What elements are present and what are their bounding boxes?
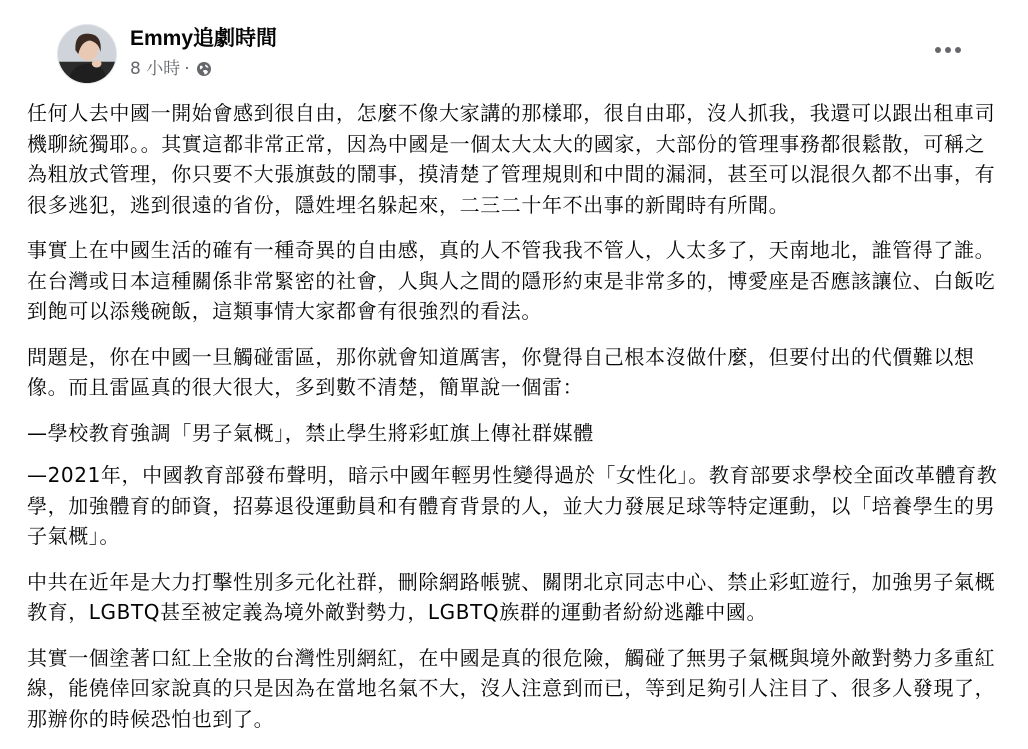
avatar[interactable] <box>57 24 117 84</box>
post-paragraph: 事實上在中國生活的確有一種奇異的自由感，真的人不管我我不管人，人太多了，天南地北，誰管得了誰。在台灣或日本這種關係非常緊密的社會，人與人之間的隱形約束是非常多的，博愛座是否應該讓位、白飯吃到飽可以添幾碗飯，這類事情大家都會有很強烈的看法。 <box>27 238 996 323</box>
more-options-button[interactable] <box>930 34 966 66</box>
post-timestamp[interactable]: 8 小時 <box>130 59 181 79</box>
post-body <box>27 98 1002 749</box>
meta-separator: · <box>184 59 190 79</box>
post-paragraph: 其實一個塗著口紅上全妝的台灣性別網紅，在中國是真的很危險，觸碰了無男子氣概與境外敵對勢力多重紅線，能僥倖回家說真的只是因為在當地名氣不大，沒人注意到而已，等到足夠引人注目了、很多人發現了，那辦你的時候恐怕也到了。 <box>27 645 996 731</box>
post-paragraph: 中共在近年是大力打擊性別多元化社群，刪除網路帳號、關閉北京同志中心、禁止彩虹遊行，加強男子氣概教育，LGBTQ甚至被定義為境外敵對勢力，LGBTQ族群的運動者紛紛逃離中國。 <box>27 569 996 624</box>
avatar-image <box>58 25 116 83</box>
author-name[interactable]: Emmy追劇時間 <box>130 27 278 50</box>
post-header <box>30 0 998 98</box>
globe-icon[interactable] <box>196 61 212 77</box>
post-meta <box>130 58 212 80</box>
post-paragraph: 任何人去中國一開始會感到很自由，怎麼不像大家講的那樣耶，很自由耶，沒人抓我，我還可以跟出租車司機聊統獨耶。。其實這都非常正常，因為中國是一個太大太大的國家，大部份的管理事務都很鬆散，可稱之為粗放式管理，你只要不大張旗鼓的鬧事，摸清楚了管理規則和中間的漏洞，甚至可以混很久都不出事，有很多逃犯，逃到很遠的省份，隱姓埋名躲起來，二三二十年不出事的新聞時有所聞。 <box>27 101 996 217</box>
post-paragraph: —2021年，中國教育部發布聲明，暗示中國年輕男性變得過於「女性化」。教育部要求學校全面改革體育教學，加強體育的師資，招募退役運動員和有體育背景的人，並大力發展足球等特定運動，以「培養學生的男子氣概」。 <box>27 463 998 548</box>
post-paragraph: —學校教育強調「男子氣概」，禁止學生將彩虹旗上傳社群媒體 <box>27 420 594 445</box>
post-paragraph: 問題是，你在中國一旦觸碰雷區，那你就會知道厲害，你覺得自己根本沒做什麼，但要付出的代價難以想像。而且雷區真的很大很大，多到數不清楚，簡單說一個雷： <box>27 344 975 399</box>
more-options-icon <box>934 46 962 54</box>
